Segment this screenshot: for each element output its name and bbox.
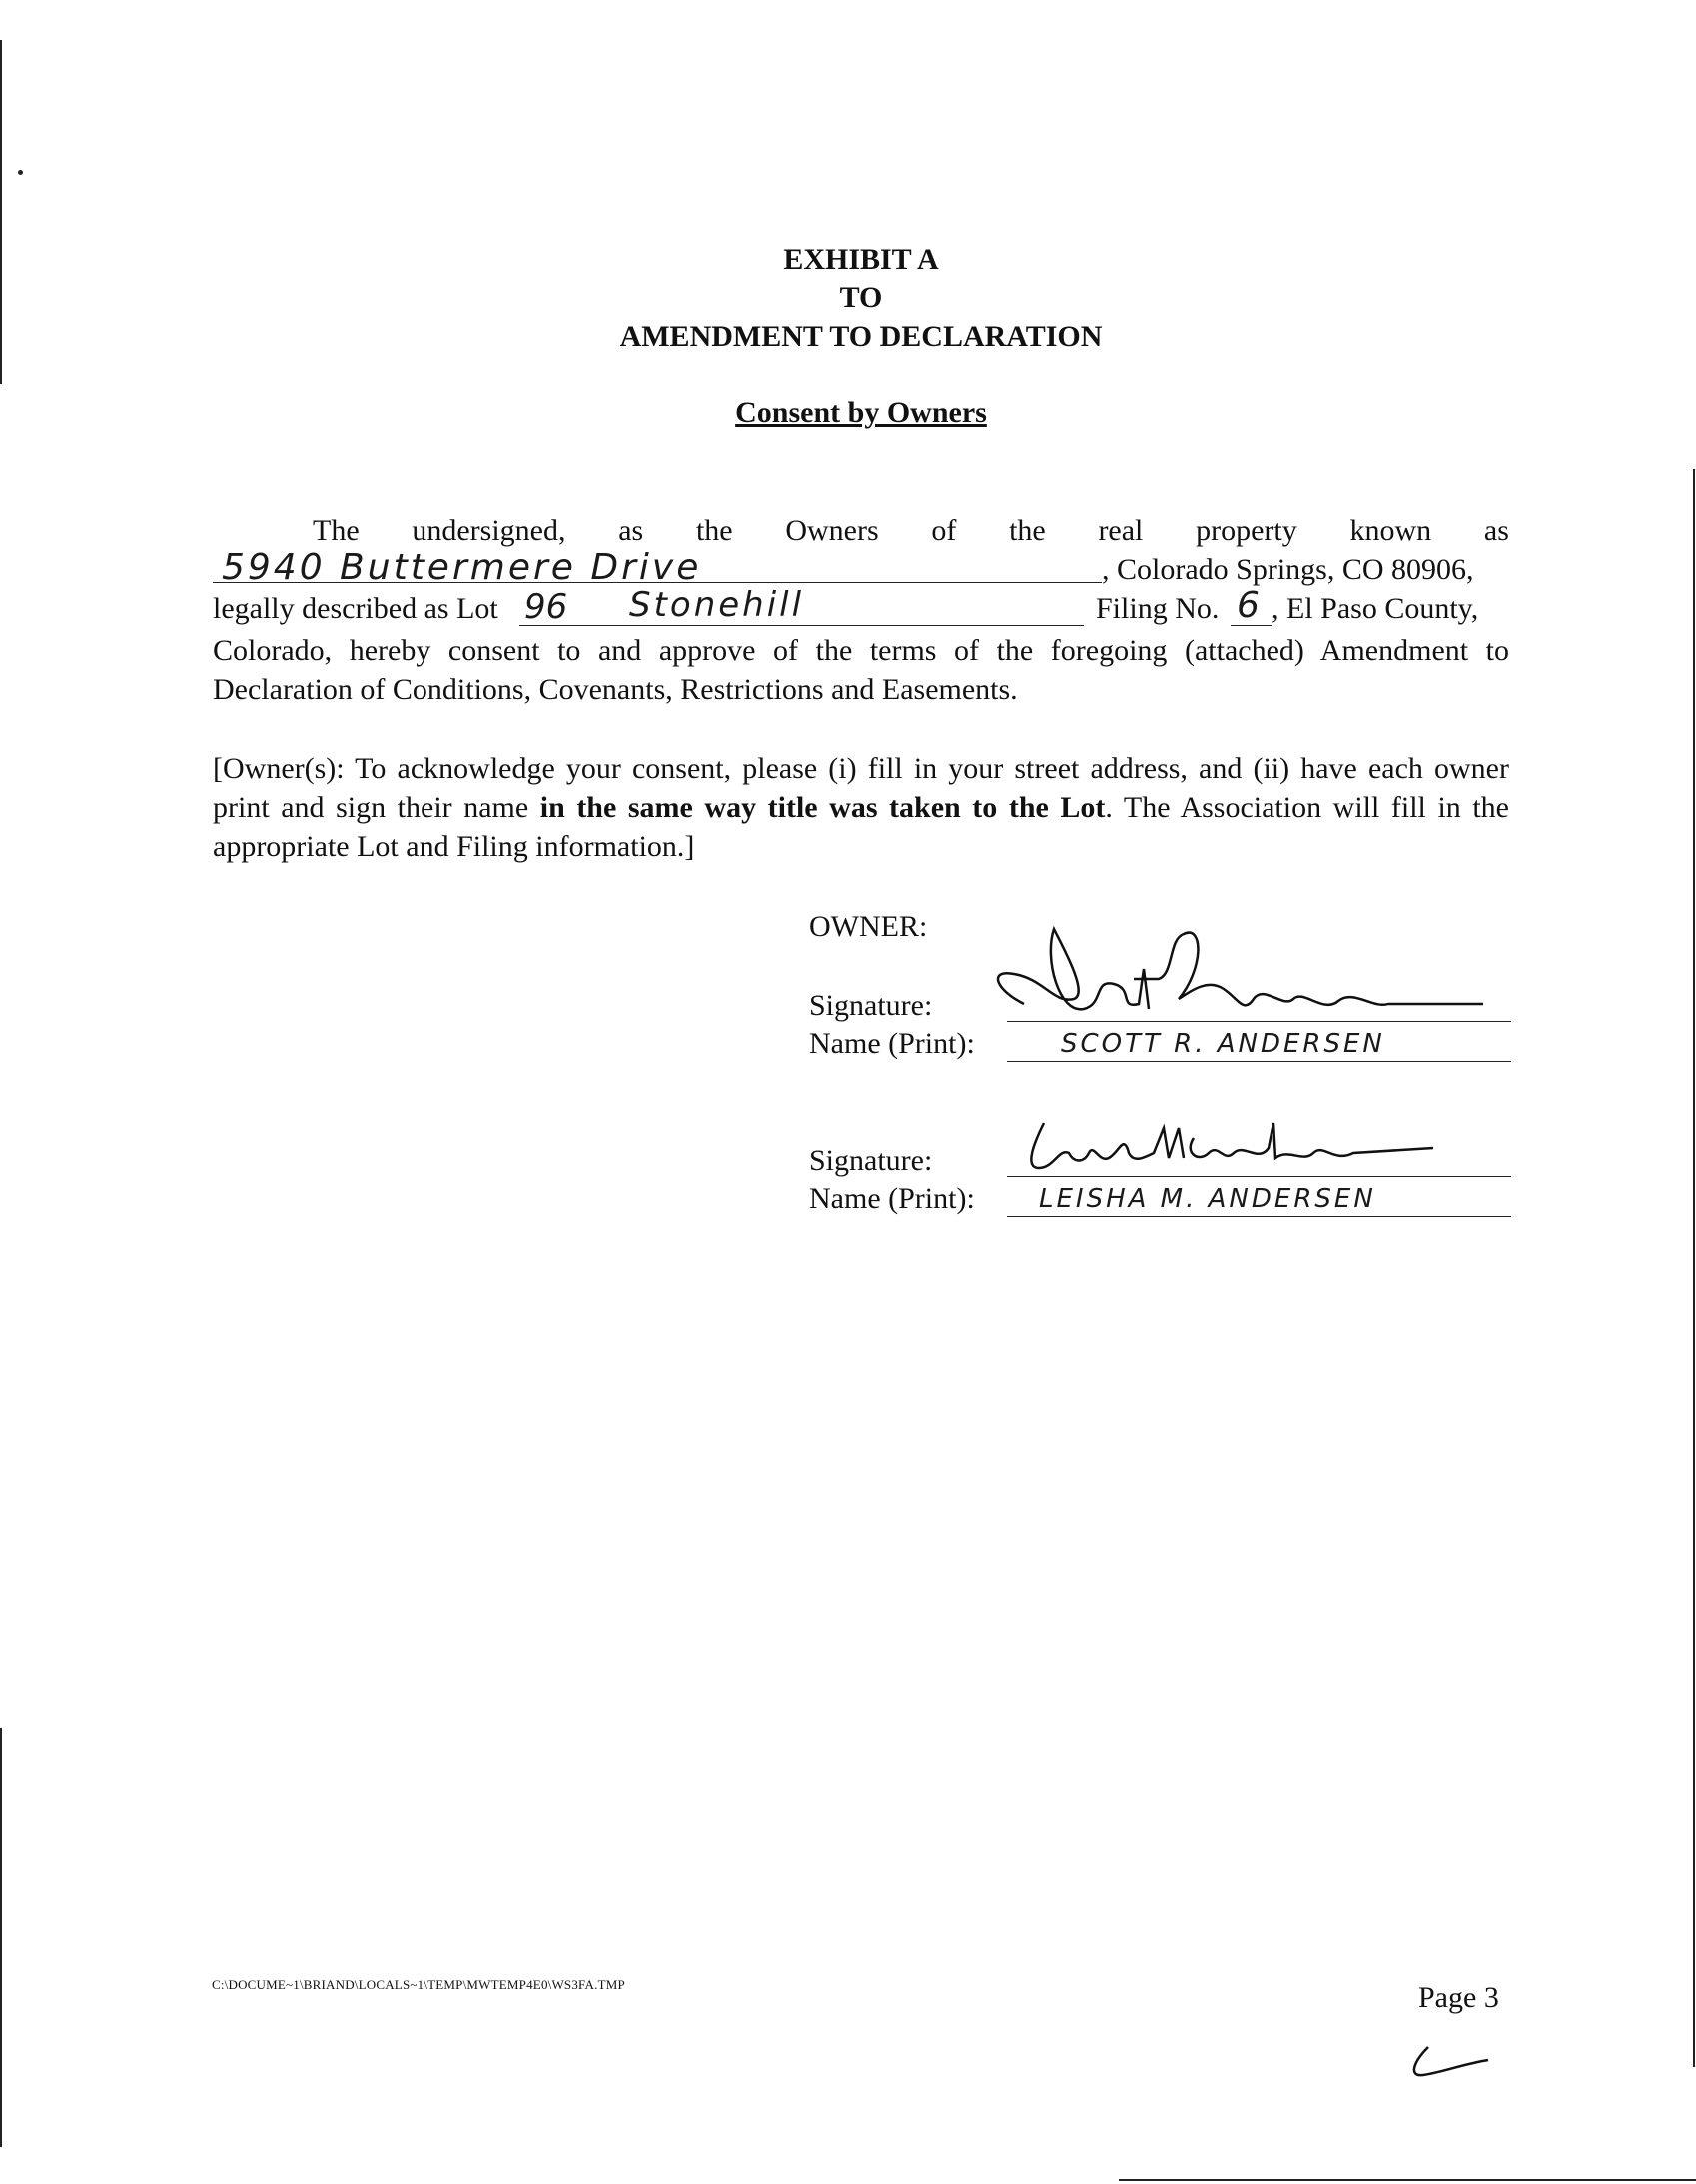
word: undersigned, xyxy=(412,514,566,547)
scan-dot xyxy=(18,170,23,175)
legal-prefix: legally described as Lot xyxy=(213,592,498,625)
word: the xyxy=(1009,514,1046,547)
filing-label: Filing No. xyxy=(1096,592,1220,625)
word: real xyxy=(1098,514,1144,547)
exhibit-to: TO xyxy=(839,281,883,314)
word: as xyxy=(618,514,644,547)
lot-blank xyxy=(519,625,1084,626)
signature-1 xyxy=(984,919,1503,1029)
instructions-paragraph xyxy=(213,749,1509,866)
county: , El Paso County, xyxy=(1272,592,1479,625)
name-print-2: LEISHA M. ANDERSEN xyxy=(1039,1184,1376,1214)
owner-label: OWNER: xyxy=(809,910,928,943)
name-print-1: SCOTT R. ANDERSEN xyxy=(1061,1029,1385,1059)
signature-label-2: Signature: xyxy=(809,1144,933,1177)
scan-edge-right xyxy=(1693,469,1695,2067)
word: Owners xyxy=(785,514,879,547)
name-print-line-1 xyxy=(1007,1061,1511,1062)
filing-handwritten: 6 xyxy=(1237,585,1260,626)
word: of xyxy=(931,514,957,547)
consent-paragraph-rest: Colorado, hereby consent to and approve of the terms of the foregoing (attached) Amendment to Declaration of Conditions, Covenants, Restrictions and Easements. xyxy=(213,634,1509,706)
word: The xyxy=(313,514,360,547)
word: known xyxy=(1349,514,1432,547)
word: property xyxy=(1196,514,1297,547)
address-handwritten: 5940 Buttermere Drive xyxy=(222,547,702,588)
initial-mark xyxy=(1403,2042,1493,2082)
scan-edge-bottom xyxy=(1119,2179,1696,2181)
exhibit-title: EXHIBIT A xyxy=(783,243,939,276)
lot-handwritten: 96 xyxy=(524,587,568,627)
subdivision-handwritten: Stonehill xyxy=(629,585,805,625)
name-print-label-2: Name (Print): xyxy=(809,1182,975,1215)
word: as xyxy=(1483,514,1509,547)
name-print-line-2 xyxy=(1007,1216,1511,1217)
word: the xyxy=(695,514,733,547)
signature-2 xyxy=(1014,1113,1443,1183)
instructions-text-2: . The Association will fill in the appropriate Lot and Filing information.] xyxy=(213,791,1509,863)
scan-edge-left-bottom xyxy=(0,1728,2,2147)
name-print-label-1: Name (Print): xyxy=(809,1027,975,1060)
signature-label-1: Signature: xyxy=(809,989,933,1022)
consent-line-1 xyxy=(213,514,1509,548)
page-number: Page 3 xyxy=(1418,1981,1499,2014)
instructions-text-1: [Owner(s): To acknowledge your consent, please (i) fill in your street address, and (ii) have each owner print and sign their name xyxy=(213,752,1509,824)
consent-subtitle: Consent by Owners xyxy=(735,396,987,429)
footer-file-path: C:\DOCUME~1\BRIAND\LOCALS~1\TEMP\MWTEMP4E0\WS3FA.TMP xyxy=(212,1977,625,1992)
amendment-title: AMENDMENT TO DECLARATION xyxy=(619,320,1103,353)
city-state-zip: , Colorado Springs, CO 80906, xyxy=(1102,553,1474,586)
instructions-bold: in the same way title was taken to the Lot xyxy=(539,791,1106,824)
